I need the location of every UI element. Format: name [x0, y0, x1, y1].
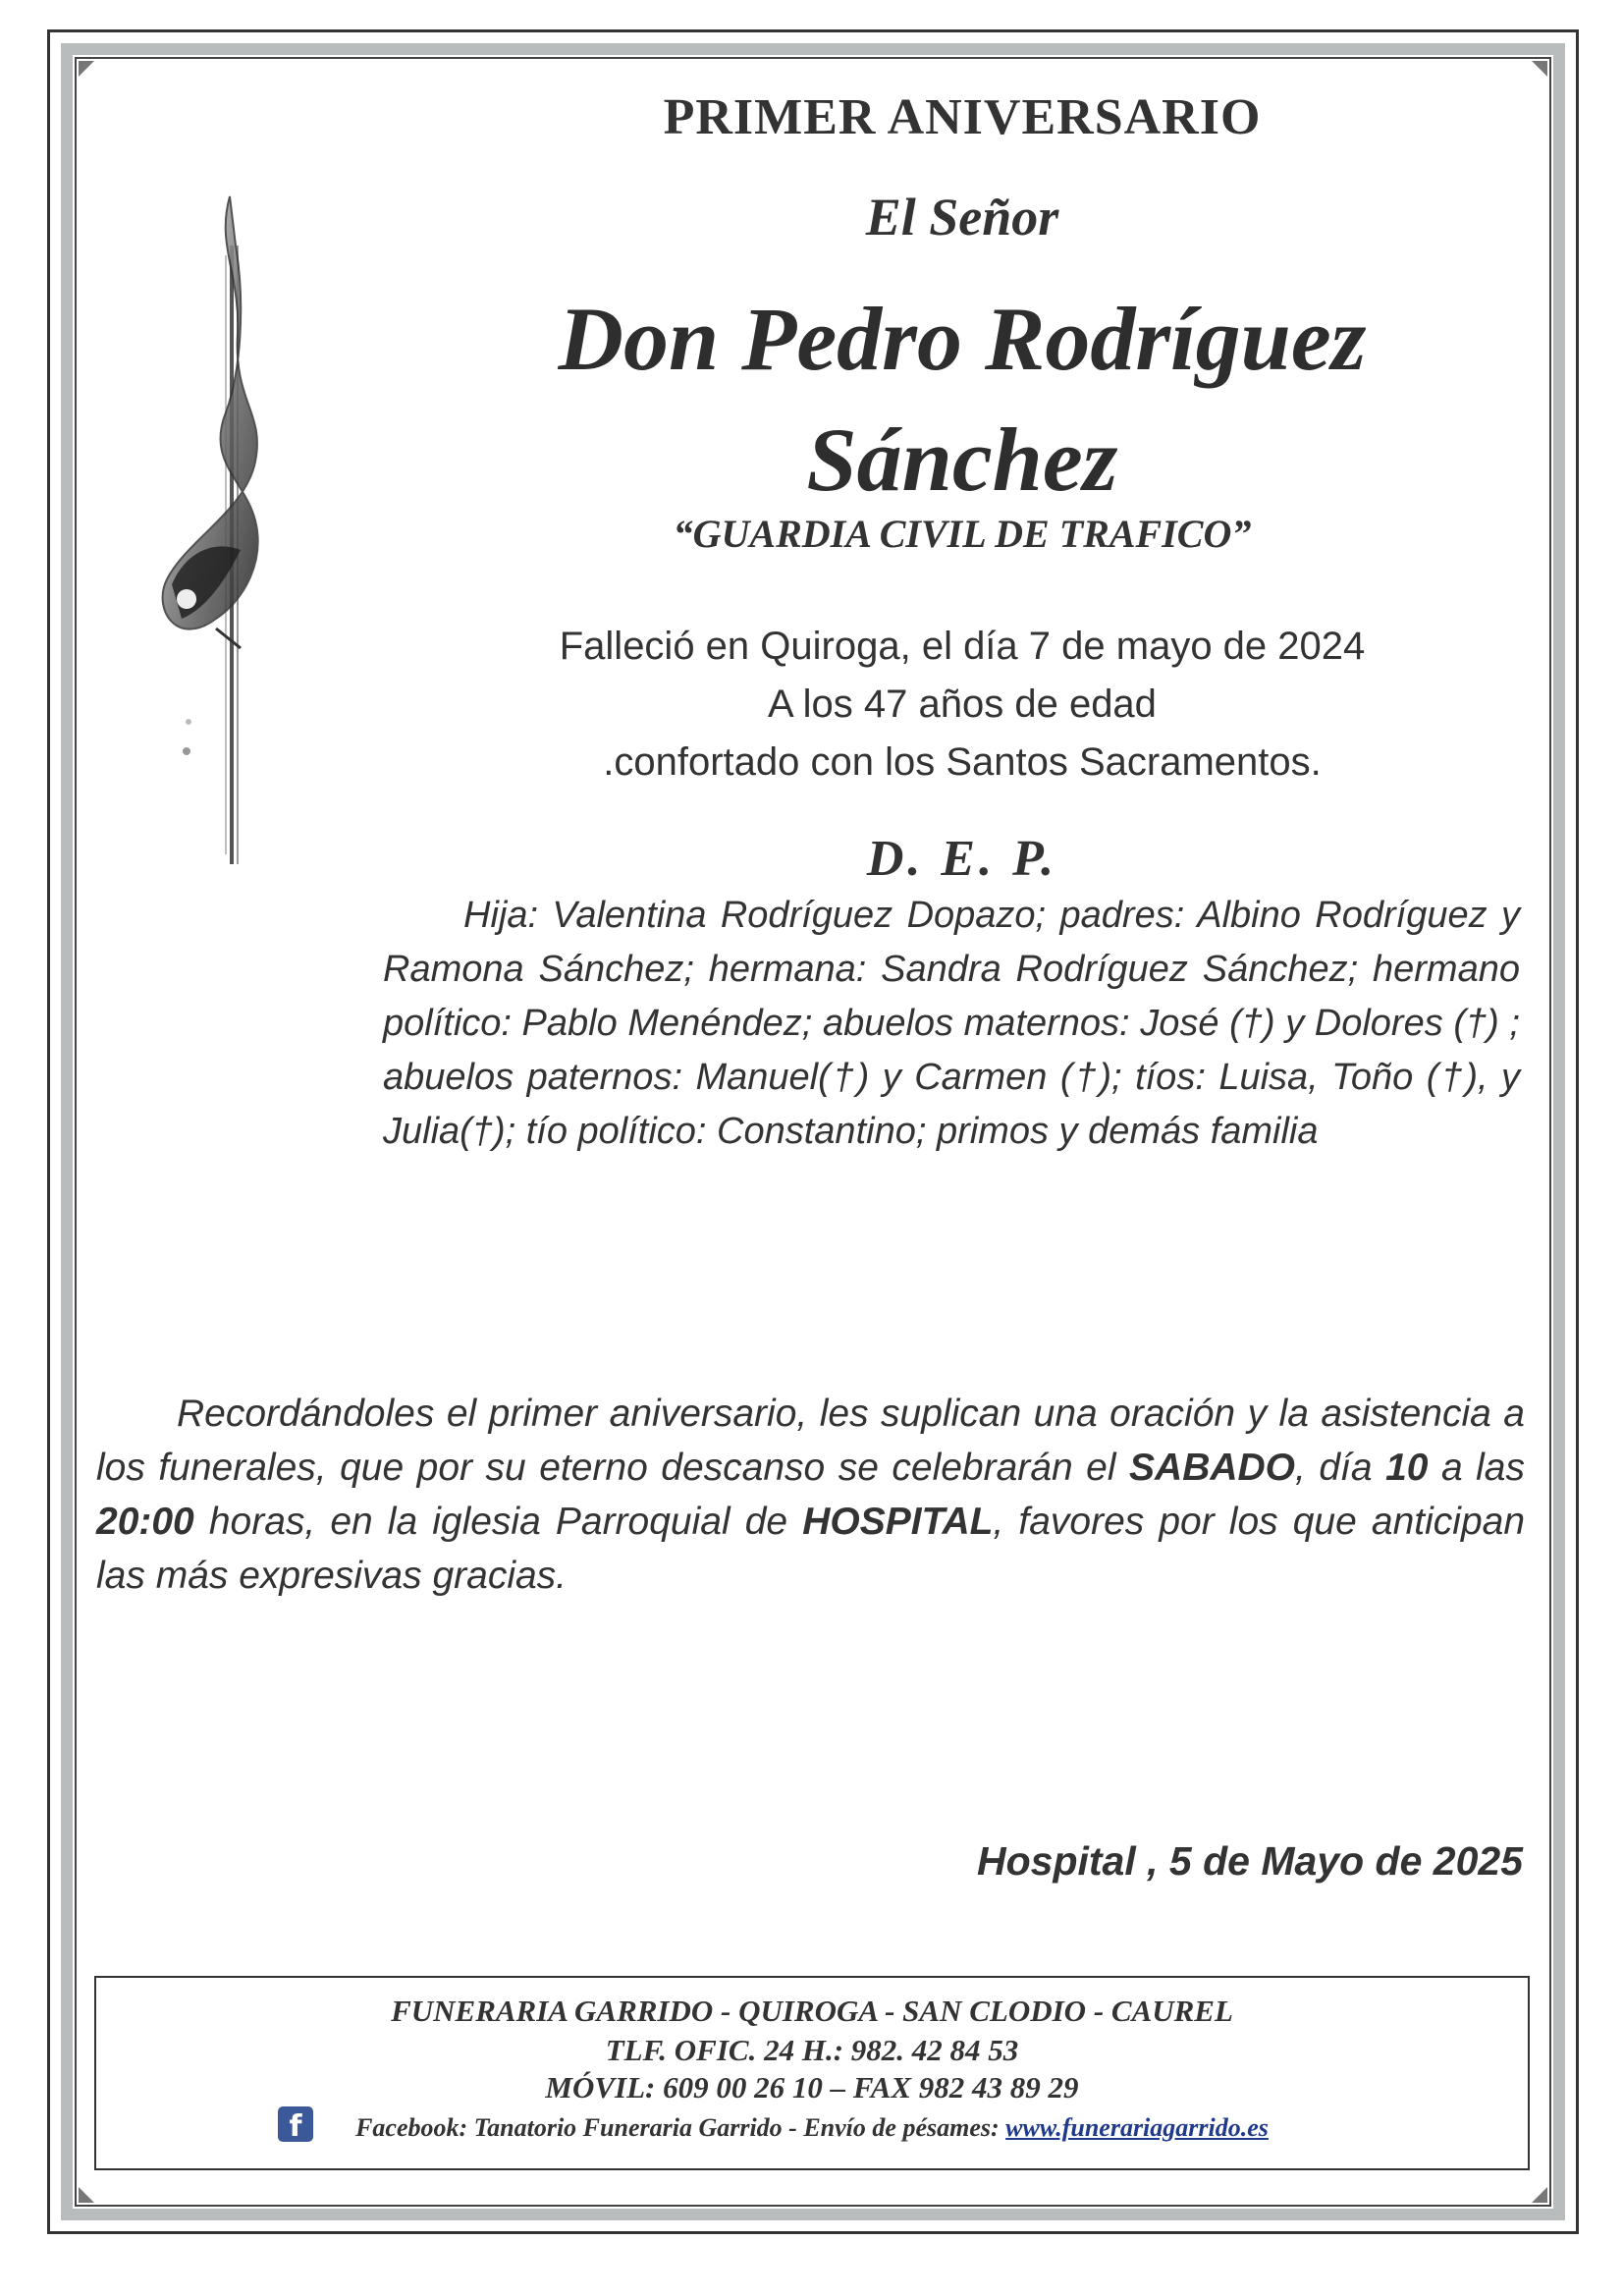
cross-ribbon-icon: [147, 187, 295, 913]
corner-ornament: [79, 2187, 94, 2203]
facebook-icon[interactable]: f: [278, 2106, 313, 2142]
website-link[interactable]: www.funerariagarrido.es: [1005, 2113, 1269, 2142]
service-date: 10: [1385, 1447, 1429, 1489]
deceased-name-line2: Sánchez: [806, 410, 1118, 510]
facebook-label: Facebook: Tanatorio Funeraria Garrido - Envío de pésames:: [355, 2113, 1000, 2142]
place-date: Hospital , 5 de Mayo de 2025: [977, 1838, 1523, 1884]
service-day: SABADO: [1129, 1447, 1296, 1489]
office-phone: TLF. OFIC. 24 H.: 982. 42 84 53: [605, 2033, 1019, 2067]
corner-ornament: [1532, 2187, 1547, 2203]
subtitle: El Señor: [865, 188, 1059, 246]
announcement-paragraph: [96, 1387, 1525, 1603]
mobile-fax: MÓVIL: 609 00 26 10 – FAX 982 43 89 29: [545, 2070, 1079, 2105]
corner-ornament: [1532, 61, 1547, 77]
profession: “GUARDIA CIVIL DE TRAFICO”: [673, 512, 1252, 556]
announcement-text: , favores por los que anticipan las más expresivas gracias.: [96, 1501, 1526, 1597]
page-title: PRIMER ANIVERSARIO: [663, 89, 1262, 145]
service-time: 20:00: [96, 1501, 194, 1543]
corner-ornament: [79, 61, 94, 77]
deceased-name-line1: Don Pedro Rodríguez: [558, 289, 1367, 389]
death-place-date: Falleció en Quiroga, el día 7 de mayo de 2024: [559, 625, 1366, 668]
announcement-text: , día: [1295, 1447, 1373, 1489]
dep-heading: D. E. P.: [866, 831, 1058, 887]
contact-line: [94, 2113, 1530, 2143]
announcement-text: a las: [1440, 1447, 1526, 1489]
age-at-death: A los 47 años de edad: [768, 683, 1157, 726]
announcement-text: horas, en la iglesia Parroquial de: [208, 1501, 788, 1543]
announcement-text: Recordándoles el primer aniversario, les suplican una oración y la asistencia a los funerales, que por su eterno descanso se celebrarán el: [96, 1393, 1525, 1489]
sacraments-note: .confortado con los Santos Sacramentos.: [603, 740, 1322, 784]
service-place: HOSPITAL: [802, 1501, 994, 1543]
family-list: Hija: Valentina Rodríguez Dopazo; padres: Albino Rodríguez y Ramona Sánchez; hermana: Sandra Rodríguez Sánchez; hermano político: Pablo Menéndez; abuelos maternos: José (†) y Dolores (†) ; abuelos paternos: Manuel(†) y Carmen (†); tíos: Luisa, Toño (†), y Julia(†); tío político: Constantino; primos y demás familia: [383, 895, 1520, 1152]
funeral-home-name: FUNERARIA GARRIDO - QUIROGA - SAN CLODIO - CAUREL: [391, 1994, 1233, 2028]
